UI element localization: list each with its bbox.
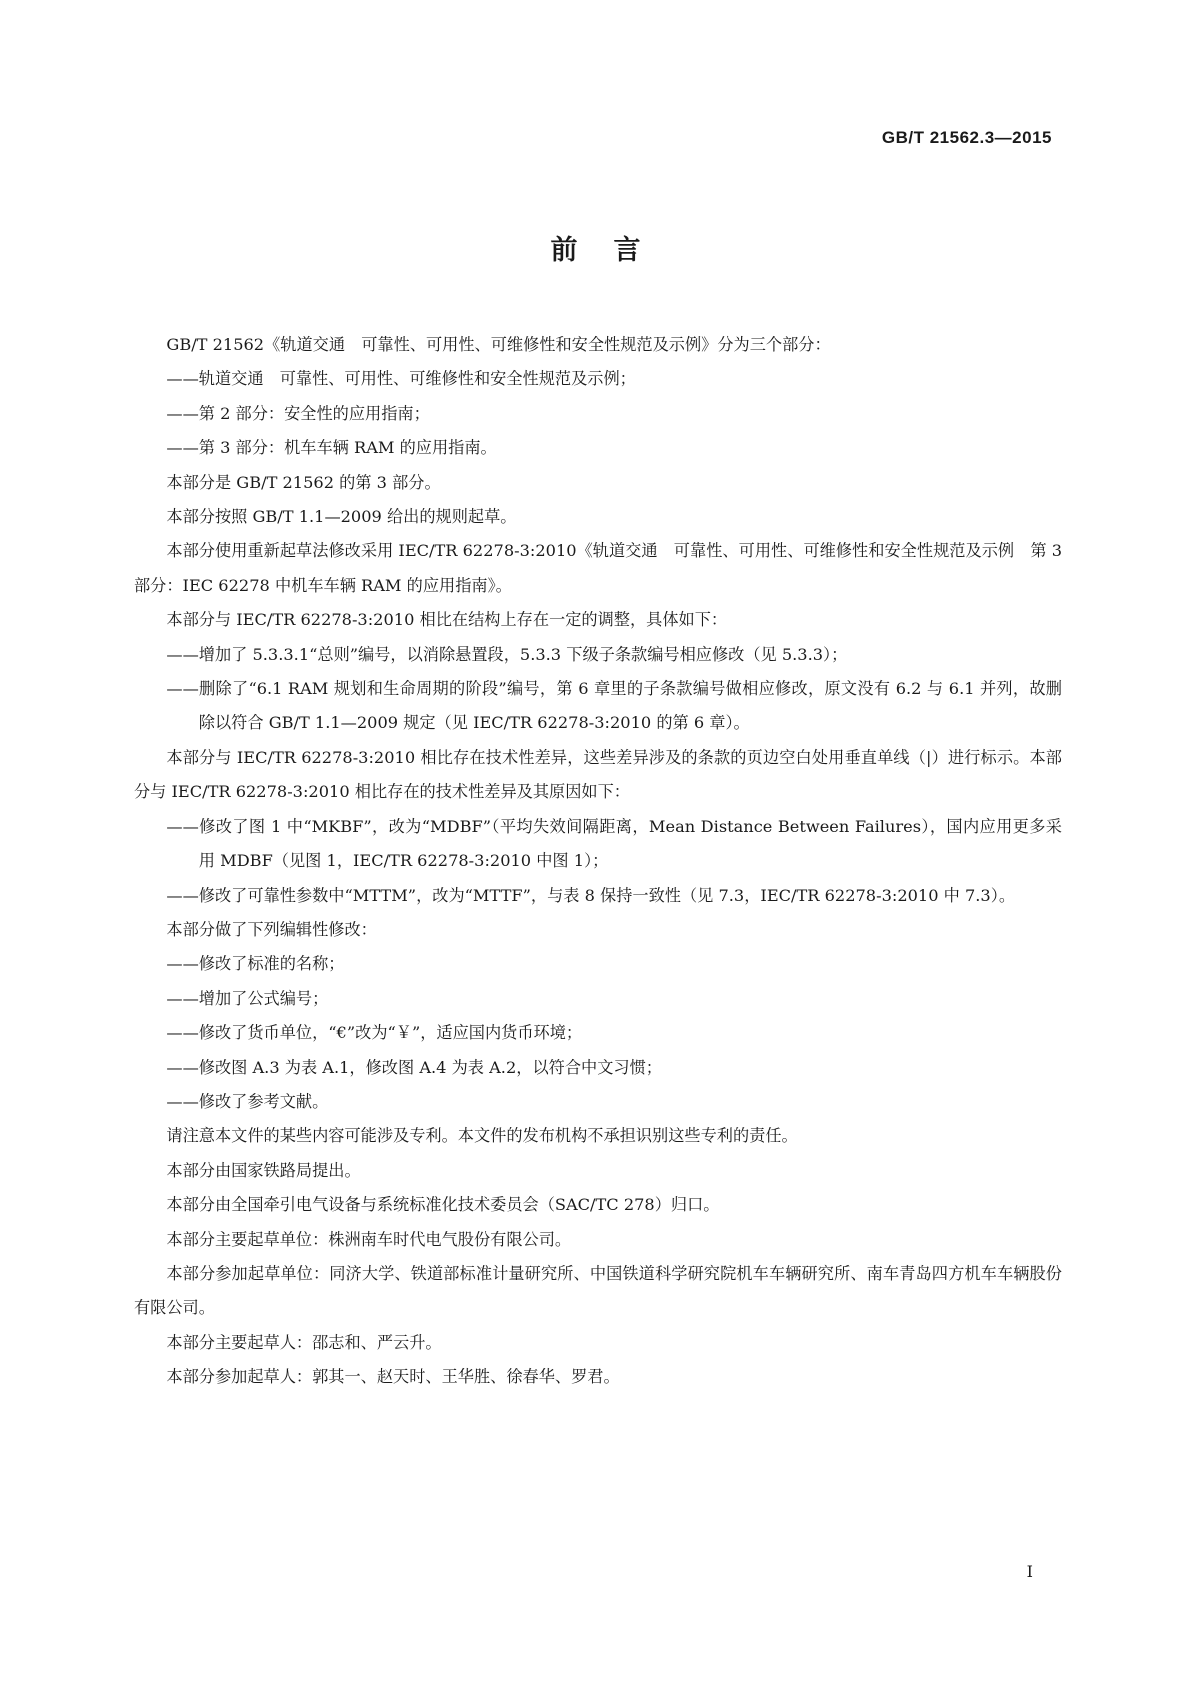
technical-difference-item: ——修改了图 1 中“MKBF”，改为“MDBF”（平均失效间隔距离，Mean Distance Between Failures），国内应用更多采用 MDBF（见图 1，IEC/TR 62278-3:2010 中图 1）； — [166, 816, 1062, 871]
editorial-change-item: ——修改了标准的名称； — [166, 954, 345, 974]
editorial-change-item: ——修改了参考文献。 — [166, 1091, 329, 1111]
paragraph: 本部分做了下列编辑性修改： — [166, 919, 377, 939]
patent-notice: 请注意本文件的某些内容可能涉及专利。本文件的发布机构不承担识别这些专利的责任。 — [166, 1126, 798, 1146]
paragraph: 本部分是 GB/T 21562 的第 3 部分。 — [166, 472, 441, 492]
structure-change-item: ——增加了 5.3.3.1“总则”编号，以消除悬置段，5.3.3 下级子条款编号相应修改（见 5.3.3）； — [166, 644, 848, 664]
paragraph: 本部分参加起草人：郭其一、赵天时、王华胜、徐春华、罗君。 — [166, 1367, 620, 1387]
editorial-change-item: ——修改图 A.3 为表 A.1，修改图 A.4 为表 A.2，以符合中文习惯； — [166, 1057, 662, 1077]
page-number: I — [1026, 1562, 1033, 1581]
paragraph: 本部分与 IEC/TR 62278-3:2010 相比在结构上存在一定的调整，具体如下： — [166, 610, 728, 630]
paragraph: 本部分主要起草人：邵志和、严云升。 — [166, 1332, 442, 1352]
intro-paragraph: GB/T 21562《轨道交通 可靠性、可用性、可维修性和安全性规范及示例》分为三个部分： — [166, 335, 831, 354]
paragraph: 本部分由国家铁路局提出。 — [166, 1160, 361, 1180]
part-list-item: ——第 2 部分：安全性的应用指南； — [166, 403, 430, 423]
paragraph: 本部分按照 GB/T 1.1—2009 给出的规则起草。 — [166, 507, 517, 527]
part-list-item: ——轨道交通 可靠性、可用性、可维修性和安全性规范及示例； — [166, 369, 636, 389]
paragraph: 本部分主要起草单位：株洲南车时代电气股份有限公司。 — [166, 1229, 572, 1249]
structure-change-item: ——删除了“6.1 RAM 规划和生命周期的阶段”编号，第 6 章里的子条款编号做相应修改，原文没有 6.2 与 6.1 并列，故删除以符合 GB/T 1.1—2009 规定（见 IEC/TR 62278-3:2010 的第 6 章）。 — [166, 679, 1062, 733]
paragraph: 本部分参加起草单位：同济大学、铁道部标准计量研究所、中国铁道科学研究院机车车辆研究所、南车青岛四方机车车辆股份有限公司。 — [134, 1263, 1062, 1318]
paragraph: 本部分使用重新起草法修改采用 IEC/TR 62278-3:2010《轨道交通 可靠性、可用性、可维修性和安全性规范及示例 第 3 部分：IEC 62278 中机车车辆 RAM 的应用指南》。 — [134, 541, 1062, 595]
technical-difference-item: ——修改了可靠性参数中“MTTM”，改为“MTTF”，与表 8 保持一致性（见 7.3，IEC/TR 62278-3:2010 中 7.3）。 — [166, 885, 1016, 905]
standard-number: GB/T 21562.3—2015 — [881, 128, 1052, 147]
foreword-body — [134, 328, 1062, 1395]
paragraph: 本部分由全国牵引电气设备与系统标准化技术委员会（SAC/TC 278）归口。 — [166, 1195, 720, 1215]
part-list-item: ——第 3 部分：机车车辆 RAM 的应用指南。 — [166, 438, 497, 458]
editorial-change-item: ——增加了公式编号； — [166, 988, 329, 1008]
paragraph: 本部分与 IEC/TR 62278-3:2010 相比存在技术性差异，这些差异涉及的条款的页边空白处用垂直单线（|）进行标示。本部分与 IEC/TR 62278-3:2010 相比存在的技术性差异及其原因如下： — [134, 747, 1062, 802]
editorial-change-item: ——修改了货币单位，“€”改为“￥”，适应国内货币环境； — [166, 1023, 583, 1043]
page-title: 前言 — [550, 235, 677, 266]
